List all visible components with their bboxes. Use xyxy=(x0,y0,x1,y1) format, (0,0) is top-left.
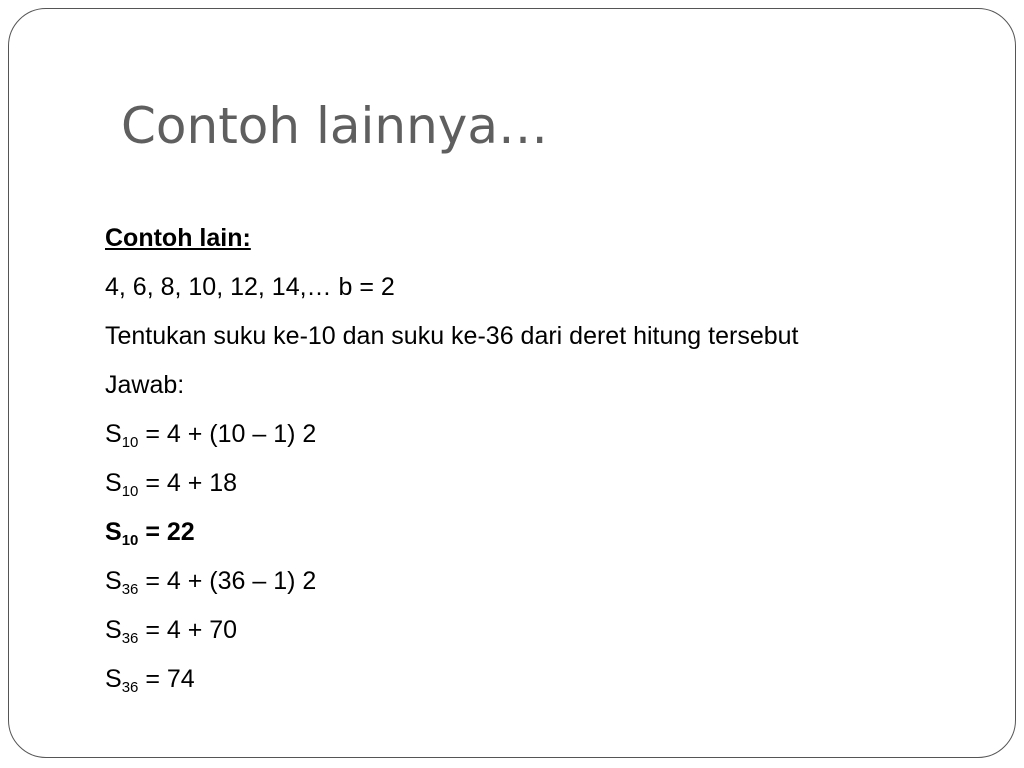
term-symbol: S xyxy=(105,616,122,644)
term-subscript: 36 xyxy=(121,630,139,647)
step-line xyxy=(105,609,799,658)
step-line xyxy=(105,413,799,462)
step-expression: = 4 + (10 – 1) 2 xyxy=(138,420,317,448)
slide-title: Contoh lainnya… xyxy=(121,97,549,155)
term-subscript: 10 xyxy=(121,483,139,500)
term-symbol: S xyxy=(105,469,122,497)
step-expression: = 22 xyxy=(138,518,195,546)
step-expression: = 74 xyxy=(138,665,195,693)
term-symbol: S xyxy=(105,567,122,595)
step-line xyxy=(105,658,799,707)
term-subscript: 36 xyxy=(121,679,139,696)
term-symbol: S xyxy=(105,420,122,448)
step-line xyxy=(105,560,799,609)
example-heading: Contoh lain: xyxy=(105,224,251,252)
term-symbol: S xyxy=(105,665,122,693)
step-line-result xyxy=(105,511,799,560)
step-expression: = 4 + 18 xyxy=(138,469,238,497)
term-subscript: 10 xyxy=(121,434,139,451)
slide-frame xyxy=(8,8,1016,758)
term-subscript: 10 xyxy=(121,532,139,549)
answer-label: Jawab: xyxy=(105,371,185,399)
sequence-line: 4, 6, 8, 10, 12, 14,… b = 2 xyxy=(105,273,395,301)
term-symbol: S xyxy=(105,518,122,546)
term-subscript: 36 xyxy=(121,581,139,598)
step-line xyxy=(105,462,799,511)
step-expression: = 4 + 70 xyxy=(138,616,238,644)
step-expression: = 4 + (36 – 1) 2 xyxy=(138,567,317,595)
slide-content xyxy=(105,217,799,707)
question-line: Tentukan suku ke-10 dan suku ke-36 dari deret hitung tersebut xyxy=(105,322,799,350)
